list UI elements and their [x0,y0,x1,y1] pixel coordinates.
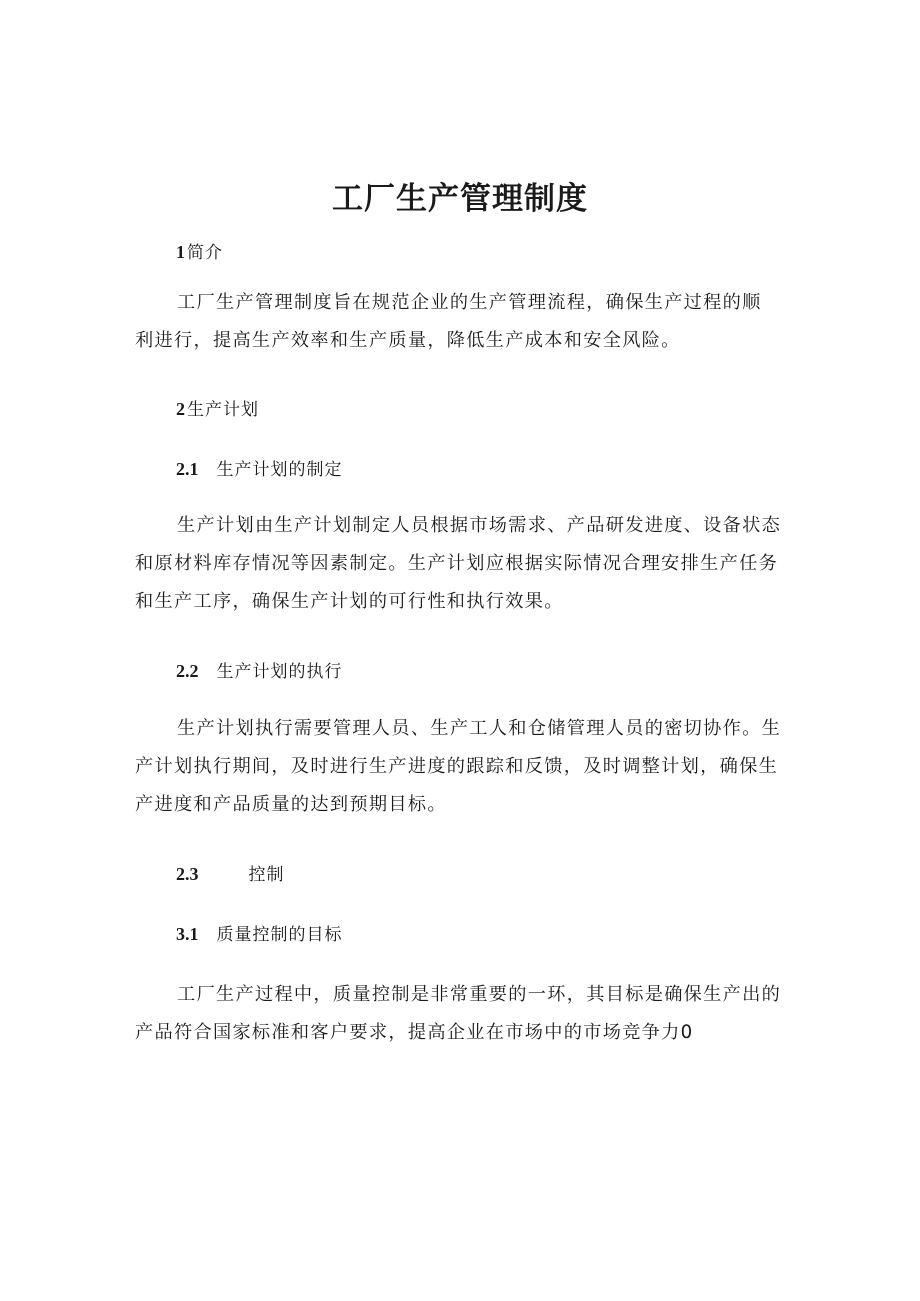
paragraph-line: 产进度和产品质量的达到预期目标。 [135,794,447,815]
section-number: 2 [176,399,185,419]
section-number: 2.3 [176,864,199,884]
paragraph-line: 和原材料库存情况等因素制定。生产计划应根据实际情况合理安排生产任务 [135,553,779,574]
section-number: 3.1 [176,924,199,944]
section-label: 生产计划的执行 [216,662,343,682]
paragraph-plan-making [135,507,795,621]
section-heading-3-1 [176,920,343,949]
paragraph-line: 产计划执行期间，及时进行生产进度的跟踪和反馈，及时调整计划，确保生 [135,756,779,777]
section-label: 生产计划 [187,400,259,420]
section-heading-2-1 [176,455,343,484]
paragraph-line: 和生产工序，确保生产计划的可行性和执行效果。 [135,591,564,612]
paragraph-line: 产品符合国家标准和客户要求，提高企业在市场中的市场竞争力0 [135,1022,694,1043]
document-title: 工厂生产管理制度 [332,181,588,217]
paragraph-line: 利进行，提高生产效率和生产质量，降低生产成本和安全风险。 [135,330,681,351]
section-heading-2-2 [176,657,343,686]
section-label: 质量控制的目标 [216,925,343,945]
paragraph-line: 工厂生产过程中，质量控制是非常重要的一环，其目标是确保生产出的 [177,984,782,1005]
section-label: 控制 [248,865,285,885]
section-number: 1 [176,242,185,262]
paragraph-intro [135,284,795,360]
section-heading-1 [176,238,223,267]
paragraph-line: 生产计划执行需要管理人员、生产工人和仓储管理人员的密切协作。生 [177,718,782,739]
paragraph-plan-execution [135,710,795,824]
paragraph-line: 生产计划由生产计划制定人员根据市场需求、产品研发进度、设备状态 [177,515,782,536]
section-number: 2.1 [176,459,199,479]
section-heading-2-3 [176,860,285,889]
section-label: 生产计划的制定 [216,460,343,480]
paragraph-quality-goal [135,976,795,1052]
section-heading-2 [176,395,259,424]
section-number: 2.2 [176,661,199,681]
section-label: 简介 [187,243,223,263]
paragraph-line: 工厂生产管理制度旨在规范企业的生产管理流程，确保生产过程的顺 [177,292,762,313]
